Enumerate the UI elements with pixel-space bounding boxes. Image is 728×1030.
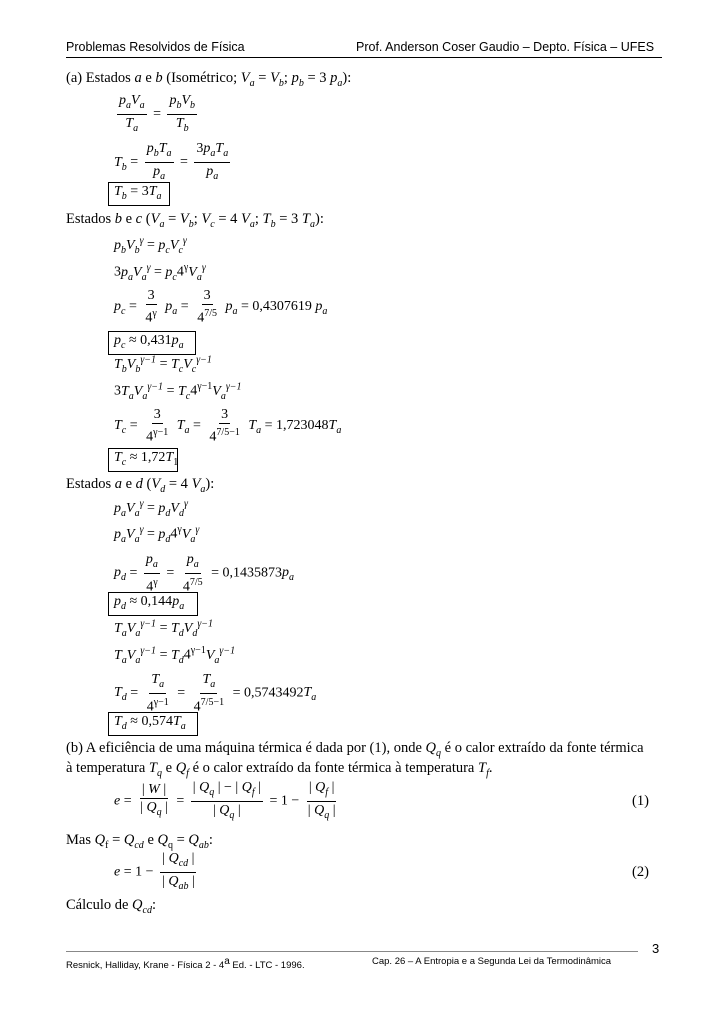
eq-tc-box: $T_c \approx 1,72T_1$ [114,450,179,468]
eq-tb-box: $T_b = 3T_a$ [114,184,162,202]
eq-tv-bc2: $3T_aV_a^{\gamma-1} = T_c4^{\gamma-1}V_a^{\gamma-1}$ [114,381,242,402]
part-b-text-2: à temperatura $T_q$ e $Q_f$ é o calor extraído da fonte térmica à temperatura $T_f$. [66,760,493,779]
states-bc-intro: Estados b e c ($V_a = V_b$; $V_c = 4$ $V_a$; $T_b = 3$ $T_a$): [66,211,324,230]
eq-pd: $p_d$ = $\frac{p_a}{4^\gamma}$ = $\frac{p_a}{4^{7/5}}$ = $0,1435873p_a$ [114,552,294,595]
eq-pd-box: $p_d \approx 0,144p_a$ [114,594,185,612]
mas-text: Mas $Q_f = Q_{cd}$ e $Q_q = Q_{ab}$: [66,832,213,851]
footer-left: Resnick, Halliday, Krane - Física 2 - 4$^a$ Ed. - LTC - 1996. [66,956,305,972]
footer-right: Cap. 26 – A Entropia e a Segunda Lei da Termodinâmica [372,956,612,967]
states-ad-intro: Estados a e d ($V_d = 4$ $V_a$): [66,476,215,495]
eq-adiab-ad: $p_aV_a^\gamma = p_dV_d^\gamma$ [114,498,188,519]
eq-adiab-bc: $p_bV_b^\gamma = p_cV_c^\gamma$ [114,235,187,256]
calculo-text: Cálculo de $Q_{cd}$: [66,897,157,916]
eq-pv-ab: $\frac{p_aV_a}{T_a}$ = $\frac{p_bV_b}{T_b}$ [119,93,196,134]
eq-td-box: $T_d \approx 0,574T_a$ [114,714,186,732]
eq-tv-bc: $T_bV_b^{\gamma-1} = T_cV_c^{\gamma-1}$ [114,354,212,375]
eq-td: $T_d$ = $\frac{T_a}{4^{\gamma-1}}$ = $\frac{T_a}{4^{7/5-1}}$ = $0,5743492T_a$ [114,672,317,715]
page-number: 3 [652,941,660,956]
eq-efficiency-2: e = 1 − $\frac{| Q_{cd} |}{| Q_{ab} |}$ [114,851,195,892]
eq-tv-ad: $T_aV_a^{\gamma-1} = T_dV_d^{\gamma-1}$ [114,618,214,639]
header-left: Problemas Resolvidos de Física [66,40,245,54]
part-a-intro: (a) Estados a e b (Isométrico; $V_a = V_b$; $p_b = 3$ $p_a$): [66,70,352,89]
eq-pc-box: $p_c \approx 0,431p_a$ [114,333,184,351]
eq-adiab-bc2: $3p_aV_a^\gamma = p_c4^\gamma V_a^\gamma$ [114,262,206,283]
eq-tb: $T_b$ = $\frac{p_bT_a}{p_a}$ = $\frac{3p_aT_a}{p_a}$ [114,141,229,182]
eq-efficiency: e = $\frac{| W |}{| Q_q |}$ = $\frac{| Q_q | - | Q_f |}{| Q_q |}$ = 1 − $\frac{| Q_f |}{| Q_q |}$ [114,780,336,821]
equation-number-2: (2) [632,864,649,880]
eq-tv-ad2: $T_aV_a^{\gamma-1} = T_d4^{\gamma-1}V_a^{\gamma-1}$ [114,645,236,666]
header-right: Prof. Anderson Coser Gaudio – Depto. Física – UFES [356,40,655,54]
part-b-text-1: (b) A eficiência de uma máquina térmica é dada por (1), onde $Q_q$ é o calor extraído da fonte térmica [66,740,644,759]
eq-tc: $T_c$ = $\frac{3}{4^{\gamma-1}}$ $T_a$ = $\frac{3}{4^{7/5-1}}$ $T_a = 1,723048T_a$ [114,407,342,445]
eq-adiab-ad2: $p_aV_a^\gamma = p_d4^\gamma V_a^\gamma$ [114,524,200,545]
header-rule [66,57,662,58]
footer-rule [66,951,638,952]
eq-pc: $p_c$ = $\frac{3}{4^\gamma}$ $p_a$ = $\frac{3}{4^{7/5}}$ $p_a = 0,4307619$ $p_a$ [114,288,328,326]
equation-number-1: (1) [632,793,649,809]
